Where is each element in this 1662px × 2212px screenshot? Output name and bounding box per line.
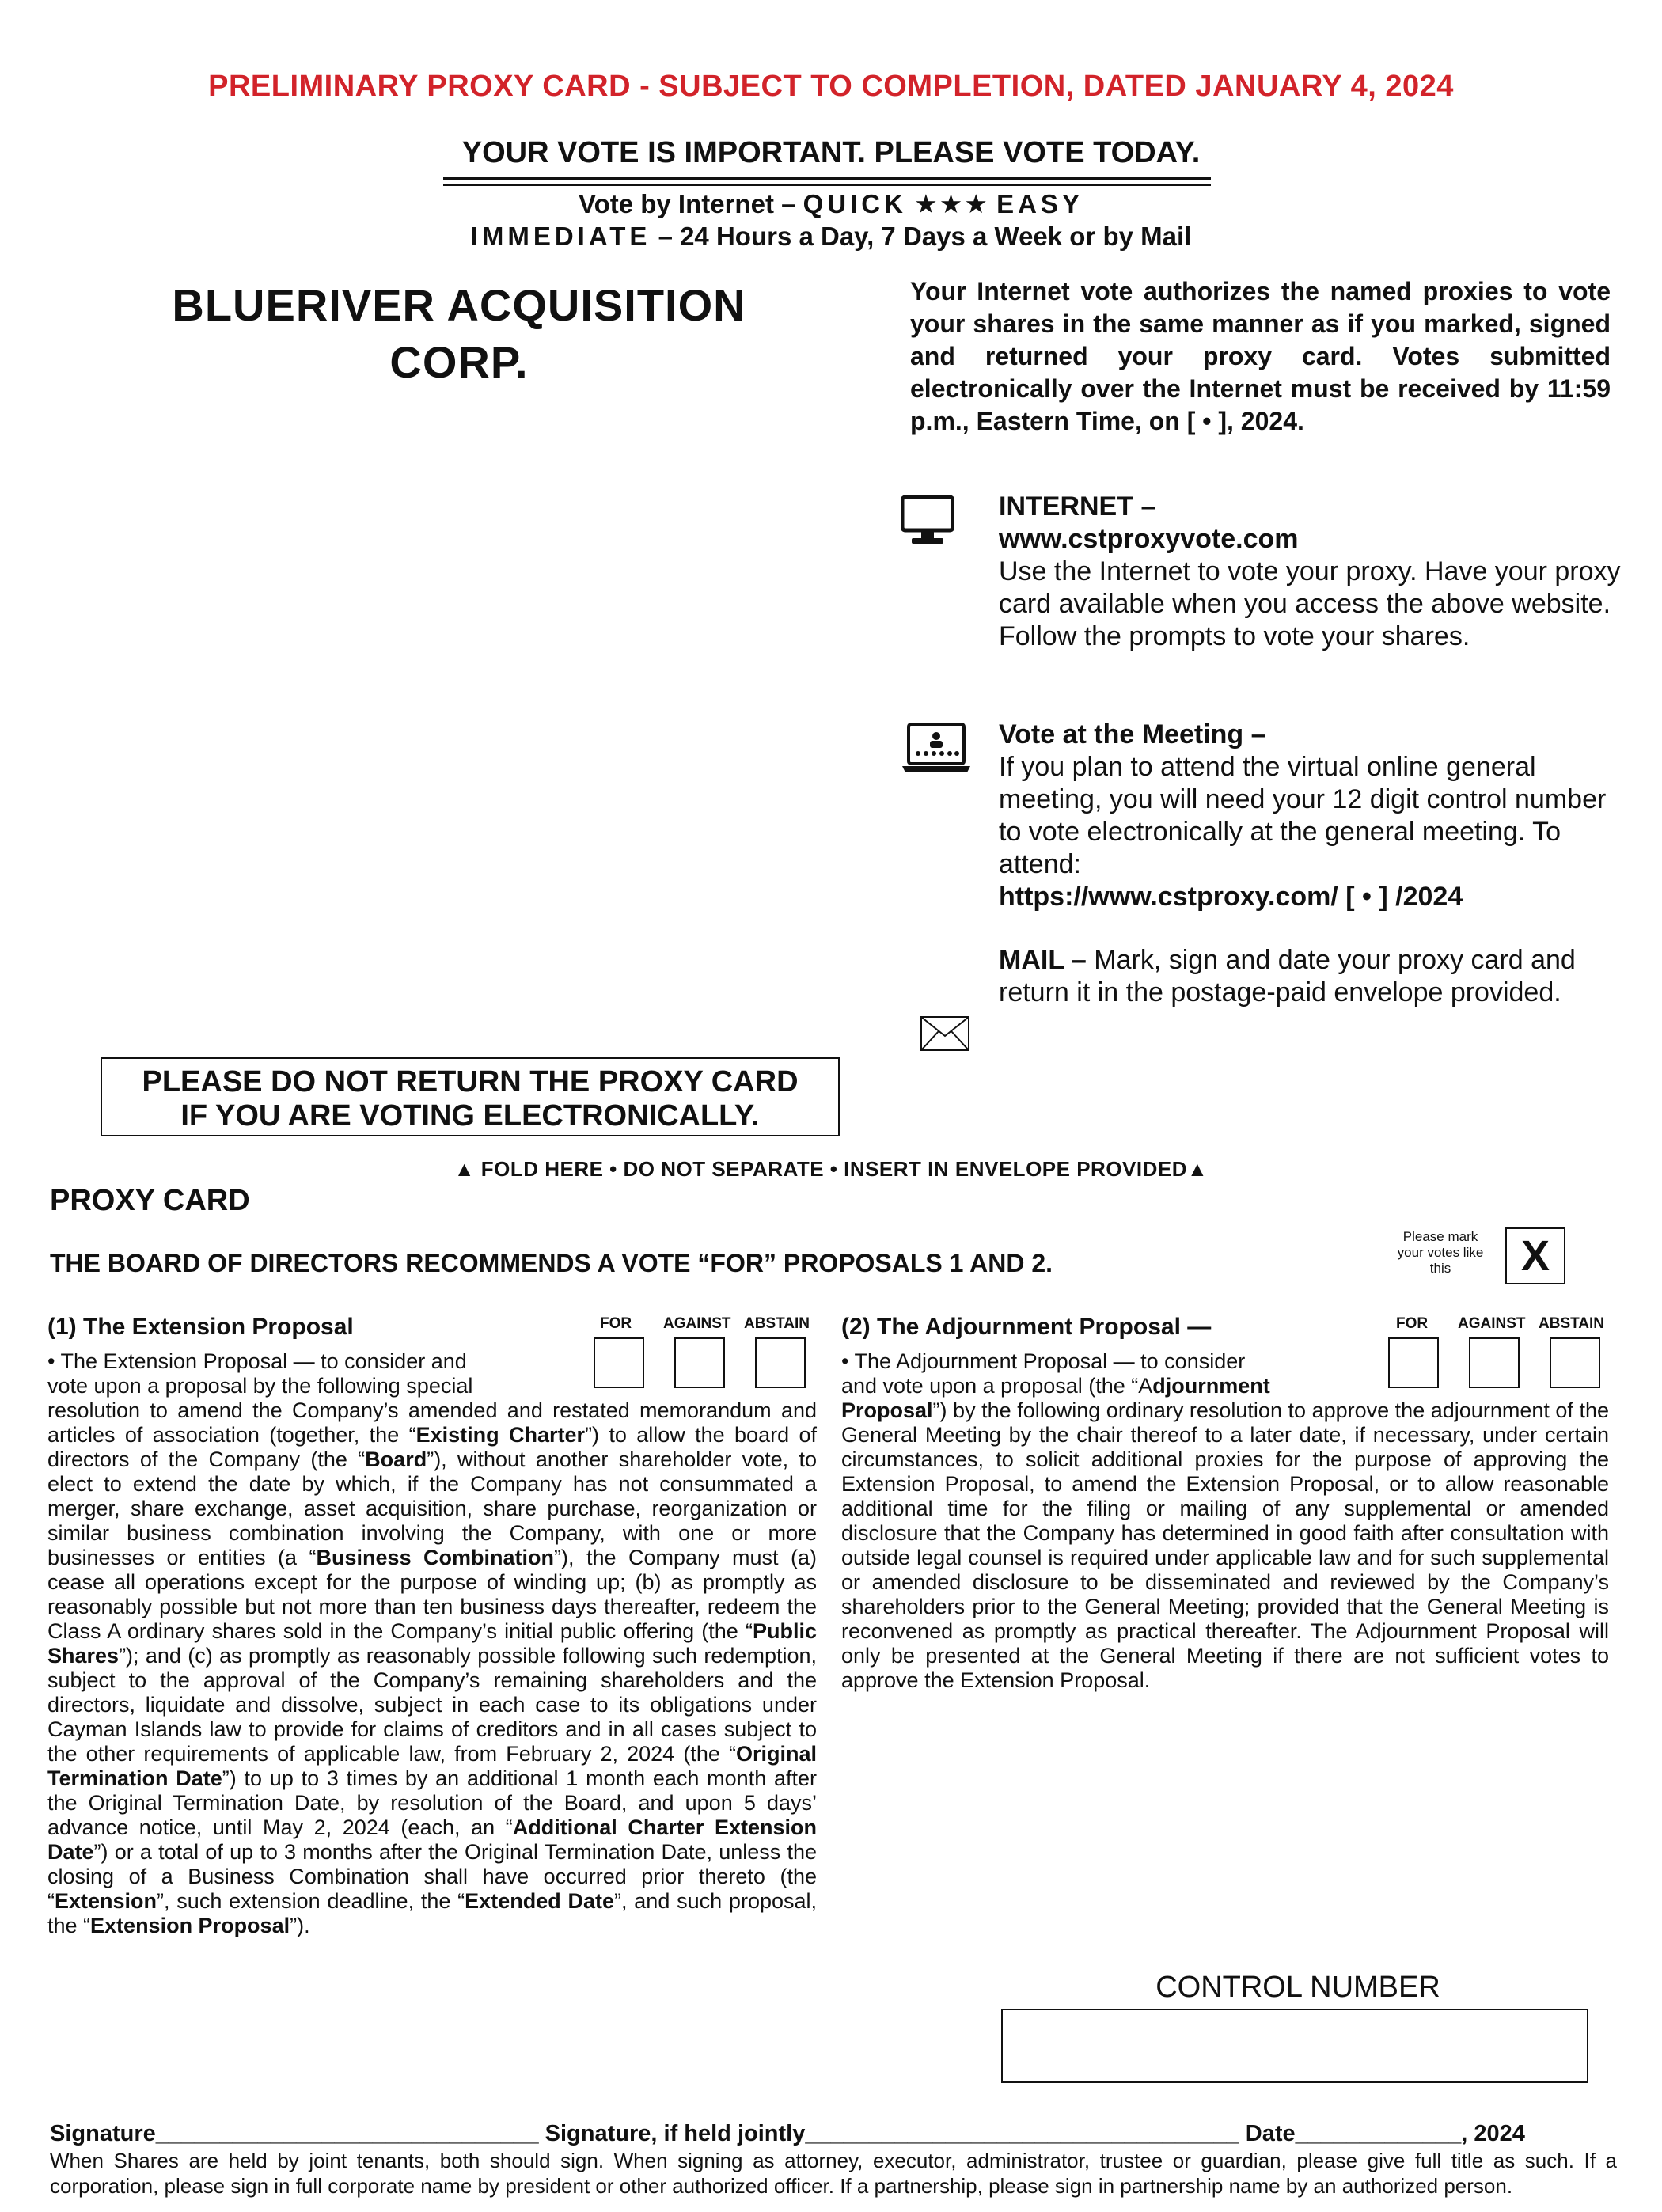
proposal2-for-checkbox[interactable]: [1388, 1337, 1439, 1388]
proposal1-body: resolution to amend the Company’s amended and restated memorandum and articles of association (together, the “Existing Charter”) to allow the board of directors of the Company (the “Board”), without another shareholder vote, to elect to extend the date by which, if the Company has not consummated a merger, share exchange, asset acquisition, share purchase, reorganization or similar business combination involving the Company, with one or more businesses or entities (a “Business Combination”), the Company must (a) cease all operations except for the purpose of winding up; (b) as promptly as reasonably possible but not more than ten business days thereafter, redeem the Class A ordinary shares sold in the Company’s initial public offering (the “Public Shares”); and (c) as promptly as reasonably possible following such redemption, subject to the approval of the Company’s remaining shareholders and the directors, liquidate and dissolve, subject in each case to its obligations under Cayman Islands law to provide for claims of creditors and in all cases subject to the other requirements of applicable law, from February 2, 2024 (the “Original Termination Date”) to up to 3 times by an additional 1 month each month after the Original Termination Date, by resolution of the Board, and upon 5 days’ advance notice, until May 2, 2024 (each, an “Additional Charter Extension Date”) or a total of up to 3 months after the Original Termination Date, unless the closing of a Business Combination shall have occurred prior thereto (the “Extension”, such extension deadline, the “Extended Date”, and such proposal, the “Extension Proposal”).: [47, 1398, 818, 1937]
proposal2-for-header: FOR: [1396, 1315, 1429, 1332]
vote-methods-subheading: [0, 188, 1662, 252]
proposal1-for-header: FOR: [600, 1315, 632, 1332]
do-not-return-line1: PLEASE DO NOT RETURN THE PROXY CARD: [142, 1065, 799, 1098]
mail-title: MAIL –: [999, 945, 1087, 975]
proposal1-for-checkbox[interactable]: [594, 1337, 644, 1388]
hours-text: – 24 Hours a Day, 7 Days a Week or by Mail: [658, 222, 1192, 251]
preliminary-banner: PRELIMINARY PROXY CARD - SUBJECT TO COMPLETION, DATED JANUARY 4, 2024: [208, 70, 1454, 103]
stars-icon: ★★★: [914, 189, 989, 218]
signature-instructions: When Shares are held by joint tenants, both should sign. When signing as attorney, executor, administrator, trustee or guardian, please give full title as such. If a corporation, please sign in full corporate name by president or other authorized officer. If a partnership, please sign in partnership name by an authorized person.: [50, 2149, 1617, 2198]
proposal1-abstain-header: ABSTAIN: [744, 1315, 810, 1332]
quick-text: QUICK: [803, 189, 907, 218]
proposal2-abstain-header: ABSTAIN: [1539, 1315, 1605, 1332]
board-recommendation: THE BOARD OF DIRECTORS RECOMMENDS A VOTE “FOR” PROPOSALS 1 AND 2.: [50, 1249, 1053, 1277]
laptop-meeting-icon: [901, 722, 972, 780]
proposal1-intro-line2: vote upon a proposal by the following special: [47, 1374, 473, 1398]
extension-term: Extension: [55, 1889, 157, 1913]
proposal1-against-header: AGAINST: [663, 1315, 731, 1332]
do-not-return-notice: [101, 1057, 840, 1136]
company-name-line2: CORP.: [389, 337, 529, 387]
proposal1-abstain-checkbox[interactable]: [755, 1337, 806, 1388]
internet-method: [999, 491, 1624, 653]
proposal2-title: (2) The Adjournment Proposal —: [841, 1314, 1212, 1340]
mail-method: [999, 944, 1624, 1009]
original-termination-date-term: Original Termination Date: [47, 1742, 817, 1790]
company-name-line1: BLUERIVER ACQUISITION: [172, 280, 746, 330]
fold-here-instruction: ▲ FOLD HERE • DO NOT SEPARATE • INSERT IN ENVELOPE PROVIDED▲: [453, 1157, 1209, 1181]
proposal2-intro-line2: and vote upon a proposal (the “Adjournment: [841, 1374, 1270, 1398]
vote-by-internet-text: Vote by Internet –: [579, 189, 796, 218]
existing-charter-term: Existing Charter: [416, 1423, 585, 1447]
proposal2-against-checkbox[interactable]: [1469, 1337, 1520, 1388]
proposal2-body: Proposal”) by the following ordinary resolution to approve the adjournment of the General Meeting by the chair thereof to a later date, if necessary, under certain circumstances, to solicit additional proxies for the purpose of approving the Extension Proposal, to amend the Extension Proposal, or to allow reasonable additional time for the filing or mailing of any supplemental or amended disclosure that the Company has determined in good faith after consultation with outside legal counsel is required under applicable law and for such supplemental or amended disclosure to be disseminated and reviewed by the Company’s shareholders prior to the General Meeting; provided that the General Meeting is reconvened as promptly as practical thereafter. The Adjournment Proposal will only be presented at the General Meeting if there are not sufficient votes to approve the Extension Proposal.: [841, 1398, 1609, 1692]
proposal2-abstain-checkbox[interactable]: [1550, 1337, 1600, 1388]
internet-title: INTERNET –: [999, 491, 1156, 522]
internet-authorization-text: Your Internet vote authorizes the named proxies to vote your shares in the same manner as if you marked, signed and returned your proxy card. Votes submitted electronically over the Internet must be received by 11:59 p.m., Eastern Time, on [ • ], 2024.: [910, 277, 1611, 435]
meeting-title: Vote at the Meeting –: [999, 719, 1266, 749]
proposal2-against-header: AGAINST: [1458, 1315, 1526, 1332]
heading-rule-thick: [443, 177, 1211, 180]
proposal1-title: (1) The Extension Proposal: [47, 1314, 354, 1340]
internet-instructions: Use the Internet to vote your proxy. Have your proxy card available when you access the above website. Follow the prompts to vote your shares.: [999, 556, 1621, 651]
meeting-method: [999, 719, 1624, 913]
business-combination-term: Business Combination: [316, 1546, 555, 1569]
internet-url-link[interactable]: www.cstproxyvote.com: [999, 524, 1299, 554]
mail-instructions: Mark, sign and date your proxy card and return it in the postage-paid envelope provided.: [999, 945, 1576, 1007]
control-number-box: [1001, 2009, 1588, 2083]
meeting-instructions: If you plan to attend the virtual online general meeting, you will need your 12 digit control number to vote electronically at the general meeting. To attend:: [999, 752, 1607, 879]
extension-proposal-term: Extension Proposal: [90, 1914, 290, 1937]
proposal1-against-checkbox[interactable]: [674, 1337, 725, 1388]
extended-date-term: Extended Date: [465, 1889, 615, 1913]
mark-votes-note: Please mark your votes like this: [1397, 1229, 1484, 1276]
immediate-text: IMMEDIATE: [470, 222, 651, 251]
mark-example-box: X: [1505, 1227, 1565, 1284]
adjournment-term-part2: Proposal: [841, 1398, 933, 1422]
do-not-return-line2: IF YOU ARE VOTING ELECTRONICALLY.: [180, 1099, 760, 1133]
proposal1-intro-line1: • The Extension Proposal — to consider and: [47, 1349, 467, 1373]
control-number-label: CONTROL NUMBER: [1155, 1971, 1440, 2004]
proxy-card-title: PROXY CARD: [50, 1184, 250, 1217]
board-term: Board: [365, 1447, 427, 1471]
proposal2-intro-line1: • The Adjournment Proposal — to consider: [841, 1349, 1246, 1373]
public-shares-term: Public Shares: [47, 1619, 817, 1668]
adjournment-term-part1: djournment: [1152, 1374, 1270, 1398]
meeting-url-link[interactable]: https://www.cstproxy.com/ [ • ] /2024: [999, 882, 1463, 912]
signature-line[interactable]: Signature______________________________ Signature, if held jointly__________________________________ Date_____________, 2024: [50, 2121, 1525, 2146]
additional-extension-date-term: Additional Charter Extension Date: [47, 1816, 818, 1864]
company-name: [95, 277, 823, 391]
easy-text: EASY: [996, 189, 1083, 218]
vote-important-heading: YOUR VOTE IS IMPORTANT. PLEASE VOTE TODAY.: [461, 136, 1201, 169]
envelope-icon: [920, 1015, 970, 1056]
heading-rule-thin: [443, 184, 1211, 186]
computer-monitor-icon: [901, 495, 954, 550]
